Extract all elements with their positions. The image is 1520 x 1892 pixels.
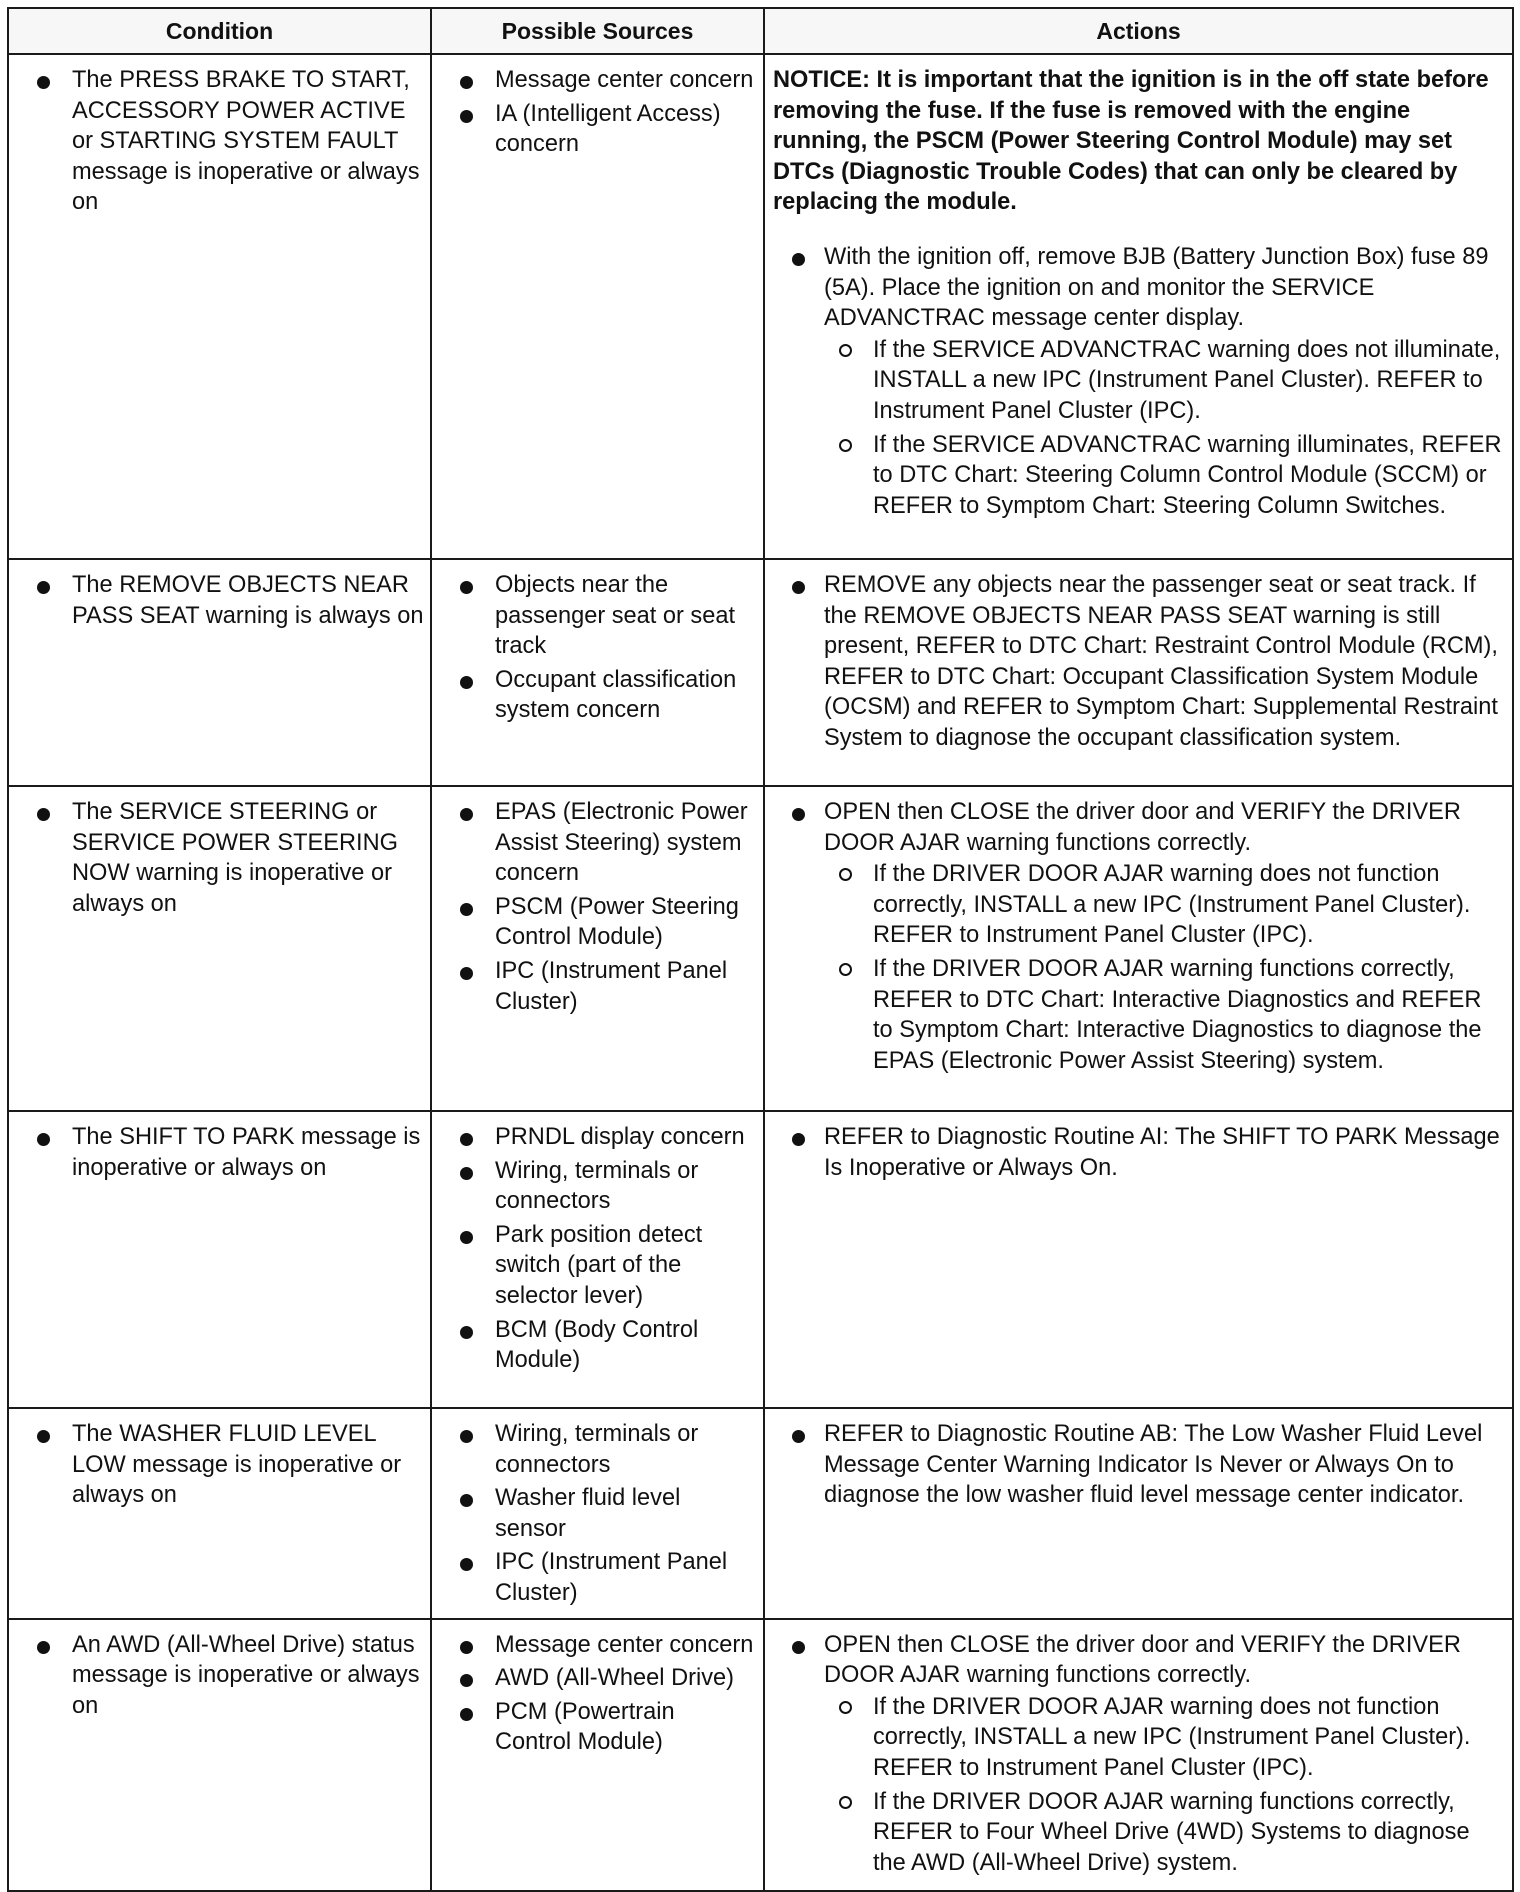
header-condition: Condition [8,8,431,54]
table-body [8,54,1513,1891]
source-item: Objects near the passenger seat or seat track [440,570,757,662]
action-item [773,570,1506,754]
sources-cell [431,1619,764,1891]
action-text: REMOVE any objects near the passenger seat or seat track. If the REMOVE OBJECTS NEAR PASS SEAT warning is still present, REFER to DTC Chart: Restraint Control Module (RCM), REFER to DTC Chart: Occupant Classification System Module (OCSM) and REFER to Symptom Chart: Supplemental Restraint System to diagnose the occupant classification system. [824,572,1498,751]
condition-list [17,797,424,919]
condition-cell [8,1619,431,1891]
condition-list [17,1419,424,1511]
source-item: Wiring, terminals or connectors [440,1156,757,1217]
sources-list [440,1630,757,1758]
actions-list [773,1630,1506,1879]
actions-list [773,570,1506,754]
action-text: REFER to Diagnostic Routine AI: The SHIFT TO PARK Message Is Inoperative or Always On. [824,1124,1500,1181]
condition-text: An AWD (All-Wheel Drive) status message is inoperative or always on [17,1630,424,1722]
actions-cell [764,1408,1513,1619]
condition-text: The SERVICE STEERING or SERVICE POWER STEERING NOW warning is inoperative or always on [17,797,424,919]
table-row [8,786,1513,1111]
source-item: IPC (Instrument Panel Cluster) [440,1547,757,1608]
sources-cell [431,1111,764,1408]
condition-cell [8,1408,431,1619]
condition-cell [8,1111,431,1408]
source-item: BCM (Body Control Module) [440,1315,757,1376]
condition-list [17,1122,424,1183]
action-item [773,1419,1506,1511]
action-item [773,1122,1506,1183]
condition-list [17,570,424,631]
actions-cell [764,1111,1513,1408]
source-item: PCM (Powertrain Control Module) [440,1697,757,1758]
condition-text: The PRESS BRAKE TO START, ACCESSORY POWER ACTIVE or STARTING SYSTEM FAULT message is inoperative or always on [17,65,424,218]
sources-list [440,65,757,160]
condition-text: The SHIFT TO PARK message is inoperative or always on [17,1122,424,1183]
table-row [8,54,1513,559]
condition-text: The WASHER FLUID LEVEL LOW message is inoperative or always on [17,1419,424,1511]
action-item [773,242,1506,521]
header-possible-sources: Possible Sources [431,8,764,54]
action-sub-list [824,859,1506,1076]
actions-list [773,242,1506,521]
sources-list [440,797,757,1017]
action-item [773,1630,1506,1879]
source-item: IPC (Instrument Panel Cluster) [440,956,757,1017]
sources-cell [431,786,764,1111]
action-sub-list [824,335,1506,522]
condition-text: The REMOVE OBJECTS NEAR PASS SEAT warning is always on [17,570,424,631]
notice-text: NOTICE: It is important that the ignition is in the off state before removing the fuse. If the fuse is removed with the engine running, the PSCM (Power Steering Control Module) may set DTCs (Diagnostic Trouble Codes) that can only be cleared by replacing the module. [773,67,1489,216]
condition-cell [8,786,431,1111]
action-text: OPEN then CLOSE the driver door and VERIFY the DRIVER DOOR AJAR warning functions correctly. [824,799,1461,856]
action-sub-item: If the DRIVER DOOR AJAR warning does not function correctly, INSTALL a new IPC (Instrument Panel Cluster). REFER to Instrument Panel Cluster (IPC). [824,859,1506,951]
table-row [8,1408,1513,1619]
source-item: PSCM (Power Steering Control Module) [440,892,757,953]
actions-cell [764,559,1513,786]
source-item: EPAS (Electronic Power Assist Steering) system concern [440,797,757,889]
condition-cell [8,559,431,786]
action-sub-item: If the DRIVER DOOR AJAR warning functions correctly, REFER to DTC Chart: Interactive Diagnostics and REFER to Symptom Chart: Interactive Diagnostics to diagnose the EPAS (Electronic Power Assist Steering) system. [824,954,1506,1076]
action-sub-item: If the SERVICE ADVANCTRAC warning illuminates, REFER to DTC Chart: Steering Column Control Module (SCCM) or REFER to Symptom Chart: Steering Column Switches. [824,430,1506,522]
action-text: With the ignition off, remove BJB (Battery Junction Box) fuse 89 (5A). Place the ignition on and monitor the SERVICE ADVANCTRAC message center display. [824,243,1489,332]
source-item: Washer fluid level sensor [440,1483,757,1544]
table-row [8,1111,1513,1408]
sources-list [440,570,757,726]
symptom-chart-table [7,7,1514,1892]
condition-list [17,1630,424,1722]
action-text: OPEN then CLOSE the driver door and VERIFY the DRIVER DOOR AJAR warning functions correctly. [824,1631,1461,1689]
actions-cell [764,54,1513,559]
action-item [773,797,1506,1076]
action-text: REFER to Diagnostic Routine AB: The Low Washer Fluid Level Message Center Warning Indicator Is Never or Always On to diagnose the low washer fluid level message center indicator. [824,1421,1483,1509]
condition-list [17,65,424,218]
source-item: IA (Intelligent Access) concern [440,99,757,160]
sources-cell [431,54,764,559]
table-row [8,559,1513,786]
action-sub-item: If the DRIVER DOOR AJAR warning functions correctly, REFER to Four Wheel Drive (4WD) Systems to diagnose the AWD (All-Wheel Drive) system. [824,1787,1506,1879]
sources-list [440,1122,757,1376]
condition-cell [8,54,431,559]
source-item: Park position detect switch (part of the selector lever) [440,1220,757,1312]
actions-cell [764,786,1513,1111]
source-item: PRNDL display concern [440,1122,757,1153]
source-item: Message center concern [440,65,757,96]
header-actions: Actions [764,8,1513,54]
table-row [8,1619,1513,1891]
source-item: AWD (All-Wheel Drive) [440,1663,757,1694]
actions-cell [764,1619,1513,1891]
source-item: Wiring, terminals or connectors [440,1419,757,1480]
action-sub-list [824,1692,1506,1879]
sources-cell [431,1408,764,1619]
header-row [8,8,1513,54]
source-item: Occupant classification system concern [440,665,757,726]
actions-list [773,1122,1506,1183]
sources-list [440,1419,757,1609]
action-sub-item: If the SERVICE ADVANCTRAC warning does not illuminate, INSTALL a new IPC (Instrument Panel Cluster). REFER to Instrument Panel Cluster (IPC). [824,335,1506,427]
actions-list [773,1419,1506,1511]
source-item: Message center concern [440,1630,757,1661]
action-sub-item: If the DRIVER DOOR AJAR warning does not function correctly, INSTALL a new IPC (Instrument Panel Cluster). REFER to Instrument Panel Cluster (IPC). [824,1692,1506,1784]
actions-list [773,797,1506,1076]
sources-cell [431,559,764,786]
